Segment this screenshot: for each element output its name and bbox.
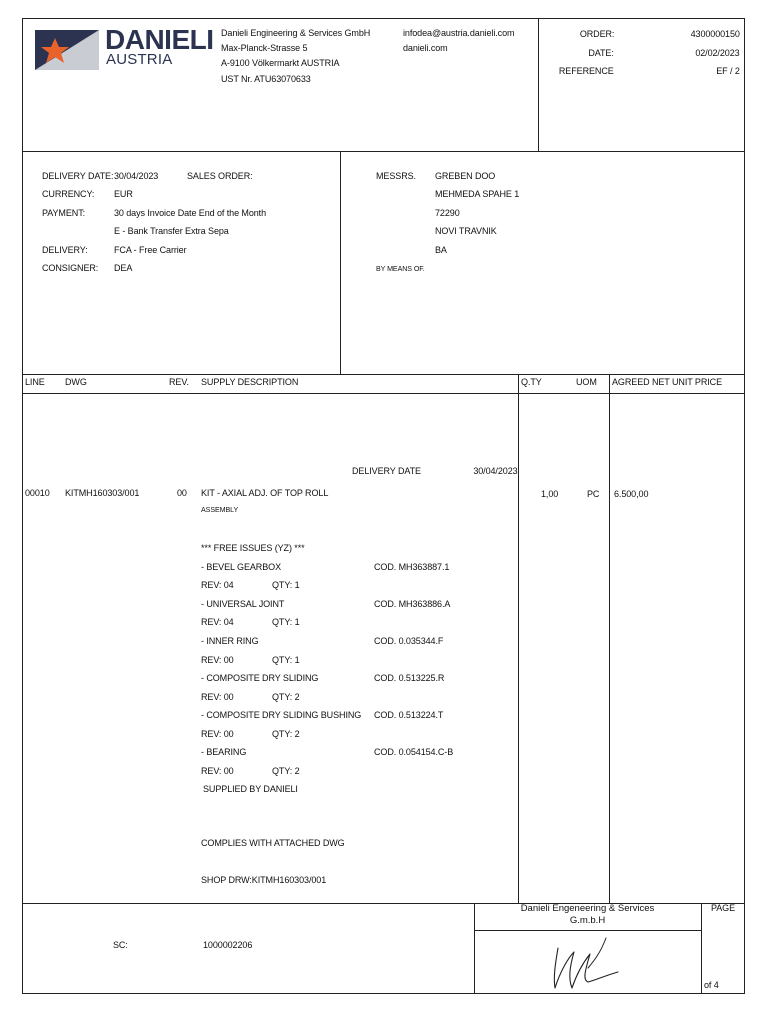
order-value: 4300000150	[690, 29, 740, 40]
header-qty: Q.TY	[521, 377, 542, 388]
divider	[340, 151, 341, 374]
free-issues-title: *** FREE ISSUES (YZ) ***	[201, 543, 305, 554]
divider	[518, 374, 519, 903]
divider	[22, 374, 745, 375]
header-price: AGREED NET UNIT PRICE	[612, 377, 723, 388]
divider	[609, 374, 610, 903]
payment-label: PAYMENT:	[42, 208, 86, 219]
page-label: PAGE	[711, 903, 736, 914]
brand-name: DANIELI	[105, 24, 214, 55]
item-qty: QTY: 2	[272, 729, 300, 740]
messrs-label: MESSRS.	[376, 171, 416, 182]
item-qty: QTY: 2	[272, 766, 300, 777]
date-value: 02/02/2023	[695, 48, 740, 59]
consigner-value: DEA	[114, 263, 133, 274]
company-web: danieli.com	[403, 43, 448, 54]
messrs-line: 72290	[435, 208, 460, 219]
brand-sub: AUSTRIA	[106, 51, 173, 68]
danieli-logo-icon	[35, 30, 99, 70]
divider	[538, 18, 539, 151]
company-name: Danieli Engineering & Services GmbH	[221, 28, 371, 39]
currency-value: EUR	[114, 189, 133, 200]
divider	[474, 930, 701, 931]
item-cod: COD. 0.035344.F	[374, 636, 444, 647]
company-logo	[35, 24, 214, 71]
header-uom: UOM	[576, 377, 597, 388]
item-name: - COMPOSITE DRY SLIDING	[201, 673, 319, 684]
item-cod: COD. MH363887.1	[374, 562, 450, 573]
payment-value-2: E - Bank Transfer Extra Sepa	[114, 226, 229, 237]
item-name: - BEVEL GEARBOX	[201, 562, 282, 573]
header-rev: REV.	[169, 377, 189, 388]
row-uom: PC	[587, 489, 600, 500]
divider	[22, 151, 745, 152]
messrs-line: BA	[435, 245, 447, 256]
item-name: - BEARING	[201, 747, 247, 758]
company-street: Max-Planck-Strasse 5	[221, 43, 308, 54]
company-vat: UST Nr. ATU63070633	[221, 74, 311, 85]
footer-company-line1: Danieli Engeneering & Services	[520, 903, 655, 914]
divider	[22, 393, 745, 394]
messrs-line: MEHMEDA SPAHE 1	[435, 189, 520, 200]
messrs-line: GREBEN DOO	[435, 171, 496, 182]
item-rev: REV: 00	[201, 729, 234, 740]
sc-label: SC:	[113, 940, 128, 951]
messrs-line: NOVI TRAVNIK	[435, 226, 497, 237]
complies-note: COMPLIES WITH ATTACHED DWG	[201, 838, 345, 849]
order-label: ORDER:	[579, 29, 614, 40]
item-cod: COD. 0.513224.T	[374, 710, 444, 721]
divider	[701, 903, 702, 994]
reference-value: EF / 2	[716, 66, 740, 77]
header-dwg: DWG	[65, 377, 87, 388]
item-cod: COD. 0.054154.C-B	[374, 747, 454, 758]
item-rev: REV: 04	[201, 580, 234, 591]
item-name: - COMPOSITE DRY SLIDING BUSHING	[201, 710, 362, 721]
shop-drawing: SHOP DRW:KITMH160303/001	[201, 875, 327, 886]
item-rev: REV: 04	[201, 617, 234, 628]
item-qty: QTY: 1	[272, 655, 300, 666]
item-rev: REV: 00	[201, 655, 234, 666]
item-qty: QTY: 2	[272, 692, 300, 703]
item-cod: COD. MH363886.A	[374, 599, 451, 610]
sales-order-label: SALES ORDER:	[187, 171, 253, 182]
item-rev: REV: 00	[201, 766, 234, 777]
item-name: - INNER RING	[201, 636, 259, 647]
item-qty: QTY: 1	[272, 580, 300, 591]
footer-company-line2: G.m.b.H	[569, 915, 606, 926]
row-delivery-date-label: DELIVERY DATE	[352, 466, 421, 477]
company-email: infodea@austria.danieli.com	[403, 28, 515, 39]
page-of: of 4	[704, 980, 719, 991]
delivery-date-label: DELIVERY DATE:	[42, 171, 114, 182]
date-label: DATE:	[588, 48, 614, 59]
by-means-of: BY MEANS OF.	[376, 264, 425, 273]
company-city: A-9100 Völkermarkt AUSTRIA	[221, 58, 340, 69]
supplied-by: SUPPLIED BY DANIELI	[203, 784, 298, 795]
row-price: 6.500,00	[614, 489, 649, 500]
row-desc-sub: ASSEMBLY	[201, 505, 239, 514]
delivery-value: FCA - Free Carrier	[114, 245, 187, 256]
header-desc: SUPPLY DESCRIPTION	[201, 377, 299, 388]
row-delivery-date-value: 30/04/2023	[473, 466, 518, 477]
row-dwg: KITMH160303/001	[65, 488, 140, 499]
sc-value: 1000002206	[203, 940, 253, 951]
consigner-label: CONSIGNER:	[42, 263, 99, 274]
row-desc: KIT - AXIAL ADJ. OF TOP ROLL	[201, 488, 329, 499]
item-cod: COD. 0.513225.R	[374, 673, 445, 684]
row-line: 00010	[25, 488, 50, 499]
delivery-date-value: 30/04/2023	[114, 171, 159, 182]
item-name: - UNIVERSAL JOINT	[201, 599, 285, 610]
reference-label: REFERENCE	[559, 66, 614, 77]
row-rev: 00	[177, 488, 187, 499]
signature	[548, 932, 628, 994]
document-frame	[22, 18, 745, 994]
item-rev: REV: 00	[201, 692, 234, 703]
row-qty: 1,00	[541, 489, 559, 500]
header-line: LINE	[25, 377, 45, 388]
payment-value-1: 30 days Invoice Date End of the Month	[114, 208, 267, 219]
item-qty: QTY: 1	[272, 617, 300, 628]
currency-label: CURRENCY:	[42, 189, 95, 200]
delivery-label: DELIVERY:	[42, 245, 88, 256]
